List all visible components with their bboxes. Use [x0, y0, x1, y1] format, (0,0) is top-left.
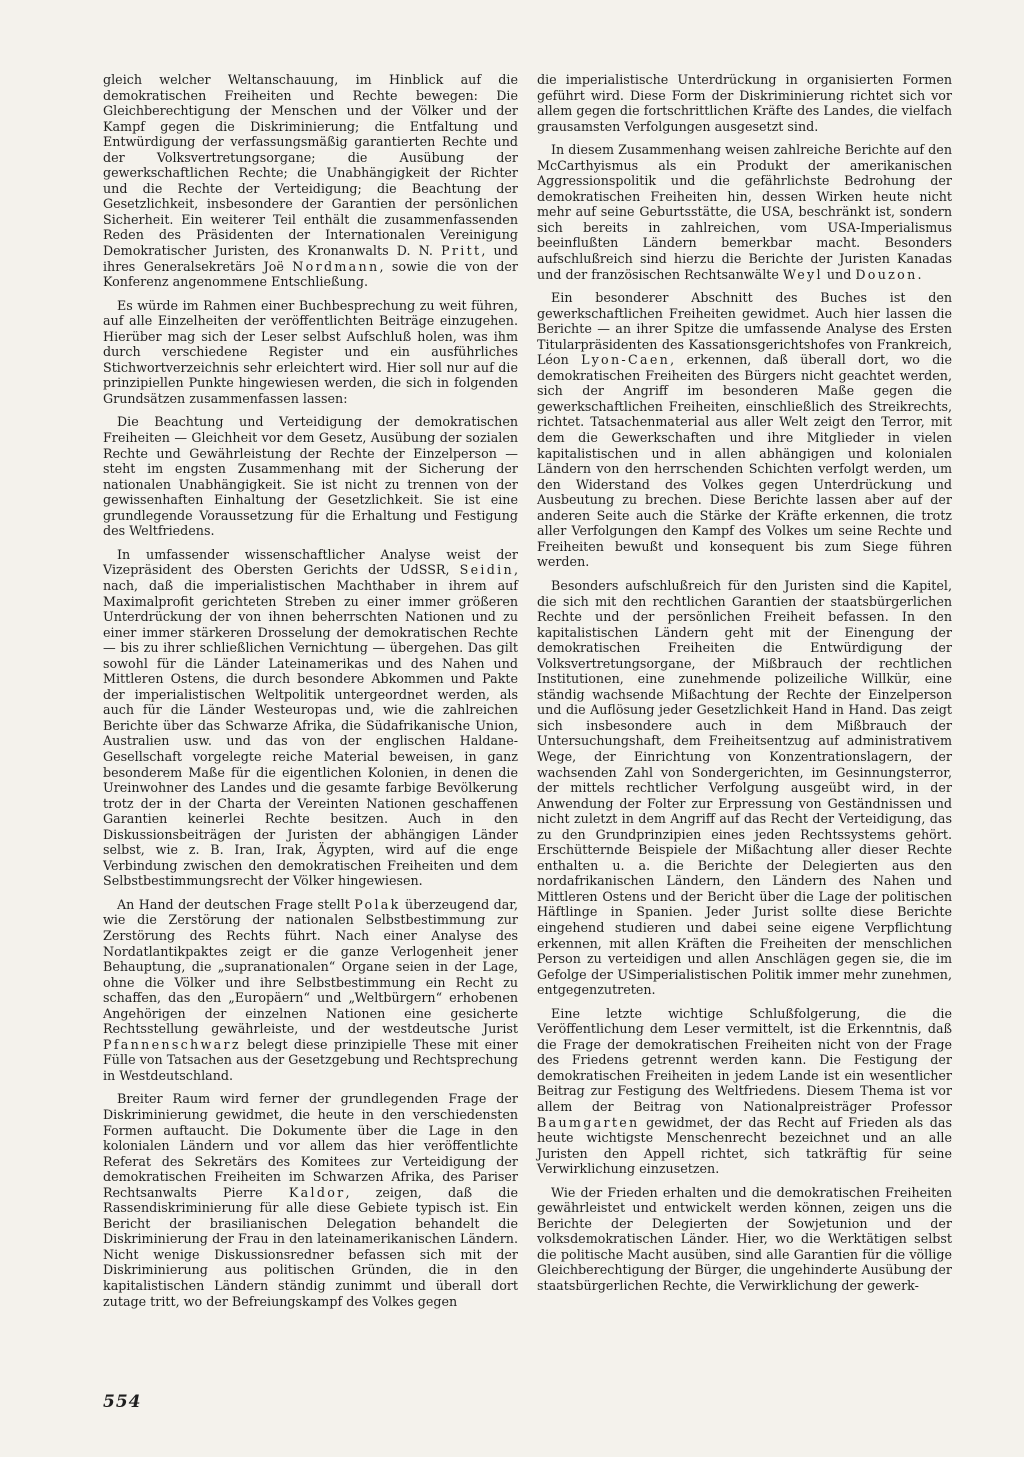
person-name: Nordmann	[292, 258, 380, 274]
right-paragraph-5: Eine letzte wichtige Schlußfolgerung, die die Veröffentlichung dem Leser vermittelt, ist die Erkenntnis, daß die Frage der demokratischen Freiheiten nicht von der Frage des Friedens getrennt werden kann. Die Festigung der demokratischen Freiheiten in jedem Lande ist ein wesentlicher Beitrag zur Festigung des Weltfriedens. Diesem Thema ist vor allem der Beitrag von Nationalpreisträger Professor Baumgarten gewidmet, der das Recht auf Frieden als das heute wichtigste Menschenrecht bezeichnet und an alle Juristen den Appell richtet, sich tatkräftig für seine Verwirklichung einzusetzen.	[537, 1005, 952, 1177]
left-paragraph-1: gleich welcher Weltanschauung, im Hinblick auf die demokratischen Freiheiten und Rechte bewegen: Die Gleichberechtigung der Menschen und der Völker und der Kampf gegen die Diskriminierung; die Entfaltung und Entwürdigung der verfassungsmäßig garantierten Rechte und der Volksvertretungsorgane; die Ausübung der gewerkschaftlichen Rechte; die Unabhängigkeit der Richter und die Rechte der Verteidigung; die Beachtung der Gesetzlichkeit, insbesondere der Garantien der persönlichen Sicherheit. Ein weiterer Teil enthält die zusammenfassenden Reden des Präsidenten der Internationalen Vereinigung Demokratischer Juristen, des Kronanwalts D. N. Pritt, und ihres Generalsekretärs Joë Nordmann, sowie die von der Konferenz angenommene Entschließung.	[103, 72, 519, 290]
left-paragraph-3: Die Beachtung und Verteidigung der demokratischen Freiheiten — Gleichheit vor dem Gesetz, Ausübung der sozialen Rechte und Gewährleistung der Rechte der Einzelperson — steht im engsten Zusammenhang mit der Sicherung der nationalen Unabhängigkeit. Sie ist nicht zu trennen von der gewissenhaften Einhaltung der Gesetzlichkeit. Sie ist eine grundlegende Voraussetzung für die Erhaltung und Festigung des Weltfriedens.	[103, 414, 518, 539]
left-paragraph-2: Es würde im Rahmen einer Buchbesprechung zu weit führen, auf alle Einzelheiten der veröffentlichten Beiträge einzugehen. Hierüber mag sich der Leser selbst Aufschluß holen, was ihm durch verschiedene Register und ein ausführliches Stichwortverzeichnis sehr erleichtert wird. Hier soll nur auf die prinzipiellen Punkte hingewiesen werden, die sich in folgenden Grundsätzen zusammenfassen lassen:	[103, 297, 518, 406]
person-name: Seidin	[459, 562, 514, 578]
left-paragraph-4: In umfassender wissenschaftlicher Analyse weist der Vizepräsident des Obersten Gerichts der UdSSR, Seidin, nach, daß die imperialistischen Machthaber in ihrem auf Maximalprofit gerichteten Streben zu einer immer größeren Unterdrückung der von ihnen beherrschten Nationen und zu einer immer stärkeren Drosselung der demokratischen Rechte — bis zu ihrer schließlichen Vernichtung — übergehen. Das gilt sowohl für die Länder Lateinamerikas und des Nahen und Mittleren Ostens, die durch besondere Abkommen und Pakte der imperialistischen Weltpolitik untergeordnet werden, als auch für die Länder Westeuropas und, wie die zahlreichen Berichte über das Schwarze Afrika, die Südafrikanische Union, Australien usw. und das von der englischen Haldane-Gesellschaft vorgelegte reiche Material beweisen, in ganz besonderem Maße für die eigentlichen Kolonien, in denen die Ureinwohner des Landes und die gesamte farbige Bevölkerung trotz der in der Charta der Vereinten Nationen geschaffenen Garantien keinerlei Rechte besitzen. Auch in den Diskussionsbeiträgen der Juristen der abhängigen Länder selbst, wie z. B. Iran, Irak, Ägypten, wird auf die enge Verbindung zwischen den demokratischen Freiheiten und dem Selbstbestimmungsrecht der Völker hingewiesen.	[103, 546, 518, 889]
right-paragraph-2: In diesem Zusammenhang weisen zahlreiche Berichte auf den McCarthyismus als ein Produkt der amerikanischen Aggressionspolitik und die gefährlichste Bedrohung der demokratischen Freiheiten hin, dessen Wirken heute nicht mehr auf seine Geburtsstätte, die USA, beschränkt ist, sondern sich bereits in zahlreichen, vom USA-Imperialismus beeinflußten Ländern bemerkbar macht. Besonders aufschlußreich sind hierzu die Berichte der Juristen Kanadas und der französischen Rechtsanwälte Weyl und Douzon.	[537, 142, 952, 282]
person-name: Kaldor	[288, 1184, 346, 1200]
person-name: Polak	[354, 896, 401, 912]
right-paragraph-6: Wie der Frieden erhalten und die demokratischen Freiheiten gewährleistet und entwickelt werden können, zeigen uns die Berichte der Delegierten der Sowjetunion und der volksdemokratischen Länder. Hier, wo die Werktätigen selbst die politische Macht ausüben, sind alle Garantien für die völlige Gleichberechtigung der Bürger, die ungehinderte Ausübung der staatsbürgerlichen Rechte, die Verwirklichung der gewerk-	[537, 1184, 952, 1294]
left-text-column	[103, 72, 518, 1317]
right-paragraph-1: die imperialistische Unterdrückung in organisierten Formen geführt wird. Diese Form der Diskriminierung richtet sich vor allem gegen die fortschrittlichen Kräfte des Landes, die vielfach grausamsten Verfolgungen ausgesetzt sind.	[537, 72, 952, 134]
page-number: 554	[103, 1392, 142, 1412]
person-name: Douzon	[855, 266, 918, 282]
left-paragraph-6: Breiter Raum wird ferner der grundlegenden Frage der Diskriminierung gewidmet, die heute in den verschiedensten Formen auftaucht. Die Dokumente über die Lage in den kolonialen Ländern und vor allem das hier veröffentlichte Referat des Sekretärs des Komitees zur Verteidigung der demokratischen Freiheiten im Schwarzen Afrika, des Pariser Rechtsanwalts Pierre Kaldor, zeigen, daß die Rassendiskriminierung für alle diese Gebiete typisch ist. Ein Bericht der brasilianischen Delegation behandelt die Diskriminierung der Frau in den lateinamerikanischen Ländern. Nicht wenige Diskussionsredner befassen sich mit der Diskriminierung aus politischen Gründen, die in den kapitalistischen Ländern ständig zunimmt und überall dort zutage tritt, wo der Befreiungskampf des Volkes gegen	[103, 1091, 518, 1309]
right-text-column	[537, 72, 952, 1302]
right-paragraph-3: Ein besonderer Abschnitt des Buches ist den gewerkschaftlichen Freiheiten gewidmet. Auch hier lassen die Berichte — an ihrer Spitze die umfassende Analyse des Ersten Titularpräsidenten des Kassationsgerichtshofes von Frankreich, Léon Lyon-Caen, erkennen, daß überall dort, wo die demokratischen Freiheiten des Bürgers nicht geachtet werden, sich der Angriff im besonderen Maße gegen die gewerkschaftlichen Freiheiten, einschließlich des Streikrechts, richtet. Tatsachenmaterial aus aller Welt zeigt den Terror, mit dem die Gewerkschaften und ihre Mitglieder in vielen kapitalistischen und in allen abhängigen und kolonialen Ländern von den herrschenden Schichten verfolgt werden, um den Widerstand des Volkes gegen Unterdrückung und Ausbeutung zu brechen. Diese Berichte lassen aber auf der anderen Seite auch die Stärke der Kräfte erkennen, die trotz aller Verfolgungen den Kampf des Volkes um seine Rechte und Freiheiten bewußt und konsequent bis zum Siege führen werden.	[537, 290, 952, 570]
person-name: Baumgarten	[537, 1114, 640, 1130]
person-name: Pfannenschwarz	[103, 1036, 241, 1052]
right-paragraph-4: Besonders aufschlußreich für den Juristen sind die Kapitel, die sich mit den rechtlichen Garantien der staatsbürgerlichen Rechte und der persönlichen Freiheit befassen. In den kapitalistischen Ländern geht mit der Einengung der demokratischen Freiheiten die Entwürdigung der Volksvertretungsorgane, der Mißbrauch der rechtlichen Institutionen, eine zunehmende polizeiliche Willkür, eine ständig wachsende Mißachtung der Rechte der Einzelperson und die Auflösung jeder Gesetzlichkeit Hand in Hand. Das zeigt sich insbesondere auch in dem Mißbrauch der Untersuchungshaft, dem Freiheitsentzug auf administrativem Wege, der Einrichtung von Konzentrationslagern, der wachsenden Zahl von Sondergerichten, im Gesinnungsterror, der mittels rechtlicher Verfolgung ausgeübt wird, in der Anwendung der Folter zur Erpressung von Geständnissen und nicht zuletzt in dem Angriff auf das Recht der Verteidigung, das zu den Grundprinzipien eines jeden Rechtssystems gehört. Erschütternde Beispiele der Mißachtung aller dieser Rechte enthalten u. a. die Berichte der Delegierten aus den nordafrikanischen Ländern, den Ländern des Nahen und Mittleren Ostens und der Bericht über die Lage der politischen Häftlinge in Spanien. Jeder Jurist sollte diese Berichte eingehend studieren und dabei seine eigene Verpflichtung erkennen, mit allen Kräften die Freiheiten der menschlichen Person zu verteidigen und allen Anschlägen gegen sie, die im Gefolge der USimperialistischen Politik immer mehr zunehmen, entgegenzutreten.	[537, 577, 952, 998]
person-name: Pritt	[441, 243, 482, 259]
person-name: Lyon-Caen	[581, 352, 671, 368]
left-paragraph-5: An Hand der deutschen Frage stellt Polak überzeugend dar, wie die Zerstörung der nationalen Selbstbestimmung zur Zerstörung des Rechts führt. Nach einer Analyse des Nordatlantikpaktes zeigt er die ganze Verlogenheit jener Behauptung, die „supranationalen“ Organe seien in der Lage, ohne die Völker und ihre Selbstbestimmung ein Recht zu schaffen, das den „Europäern“ und „Weltbürgern“ erhobenen Angehörigen der einzelnen Nationen eine gesicherte Rechtsstellung gewährleiste, und der westdeutsche Jurist Pfannenschwarz belegt diese prinzipielle These mit einer Fülle von Tatsachen aus der Gesetzgebung und Rechtsprechung in Westdeutschland.	[103, 896, 518, 1083]
person-name: Weyl	[782, 266, 823, 282]
